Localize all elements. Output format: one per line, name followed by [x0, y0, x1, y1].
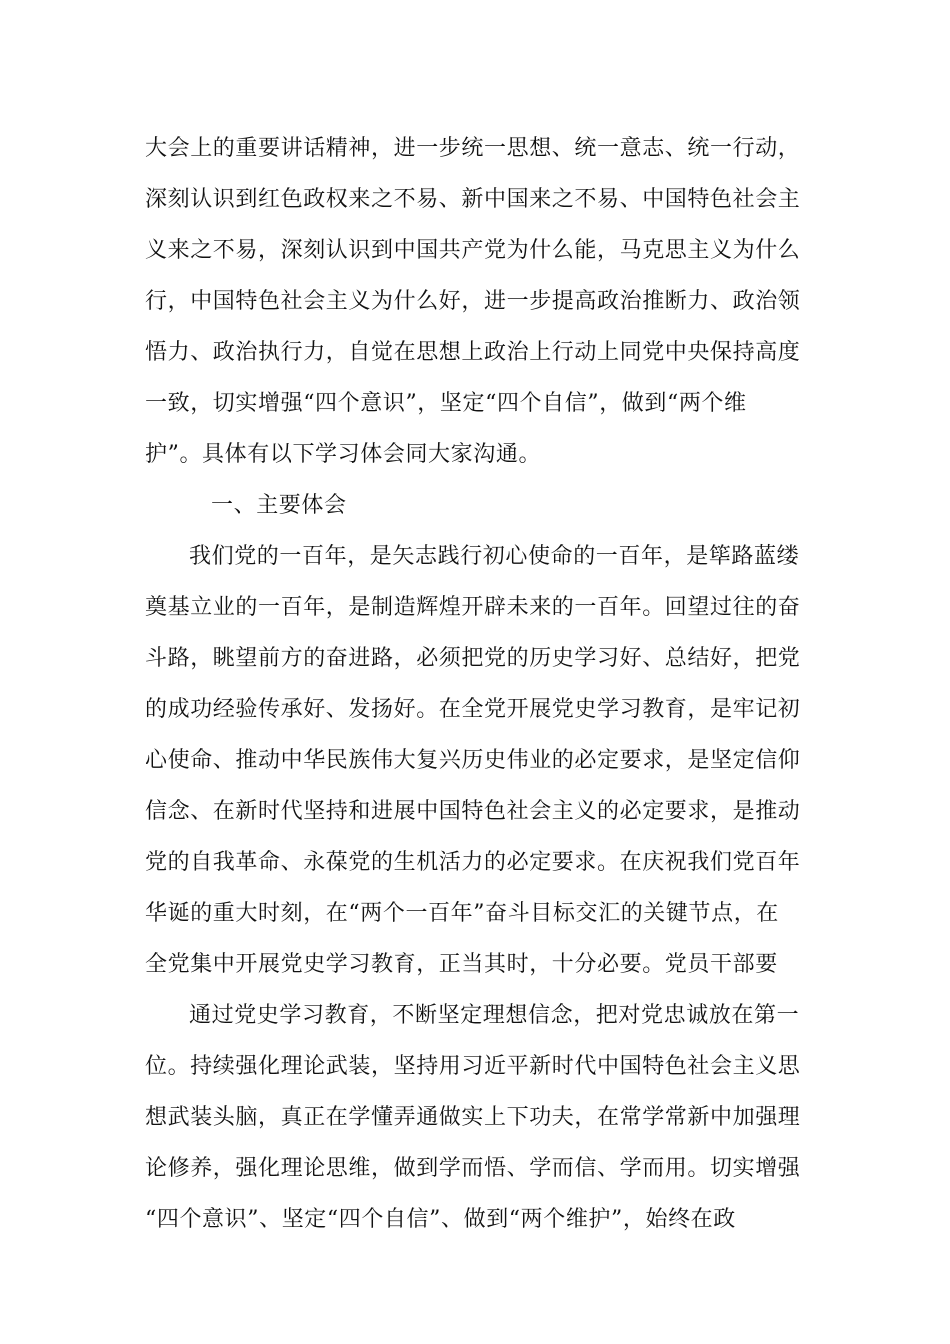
text-line: 论修养，强化理论思维，做到学而悟、学而信、学而用。切实增强 — [145, 1156, 801, 1181]
text-line: 位。持续强化理论武装，坚持用习近平新时代中国特色社会主义思 — [145, 1054, 801, 1079]
text-line: 深刻认识到红色政权来之不易、新中国来之不易、中国特色社会主 — [145, 187, 801, 212]
paragraph-2 — [145, 990, 810, 1245]
paragraph-1 — [145, 531, 810, 990]
text-line: 护”。具体有以下学习体会同大家沟通。 — [145, 442, 542, 467]
text-line: 一致，切实增强“四个意识”，坚定“四个自信”，做到“两个维 — [145, 391, 747, 416]
text-line: 行，中国特色社会主义为什么好，进一步提高政治推断力、政治领 — [145, 289, 801, 314]
text-line: 的成功经验传承好、发扬好。在全党开展党史学习教育，是牢记初 — [145, 697, 801, 722]
text-line: 心使命、推动中华民族伟大复兴历史伟业的必定要求，是坚定信仰 — [145, 748, 801, 773]
intro-paragraph — [145, 123, 810, 480]
text-line: 想武装头脑，真正在学懂弄通做实上下功夫，在常学常新中加强理 — [145, 1105, 801, 1130]
text-line: 悟力、政治执行力，自觉在思想上政治上行动上同党中央保持高度 — [145, 340, 801, 365]
text-line: 全党集中开展党史学习教育，正当其时，十分必要。党员干部要 — [145, 952, 778, 977]
text-line: 大会上的重要讲话精神，进一步统一思想、统一意志、统一行动， — [145, 136, 801, 161]
text-line: 义来之不易，深刻认识到中国共产党为什么能，马克思主义为什么 — [145, 238, 801, 263]
text-line: 斗路，眺望前方的奋进路，必须把党的历史学习好、总结好，把党 — [145, 646, 801, 671]
text-line: 党的自我革命、永葆党的生机活力的必定要求。在庆祝我们党百年 — [145, 850, 801, 875]
text-line: 我们党的一百年，是矢志践行初心使命的一百年，是筚路蓝缕 — [189, 544, 800, 569]
text-line: 奠基立业的一百年，是制造辉煌开辟未来的一百年。回望过往的奋 — [145, 595, 801, 620]
document-body — [145, 123, 810, 1245]
text-line: 通过党史学习教育，不断坚定理想信念，把对党忠诚放在第一 — [189, 1003, 800, 1028]
text-line: 华诞的重大时刻，在“两个一百年”奋斗目标交汇的关键节点，在 — [145, 901, 779, 926]
text-line: “四个意识”、坚定“四个自信”、做到“两个维护”，始终在政 — [145, 1207, 736, 1232]
section-heading: 一、主要体会 — [211, 493, 347, 518]
text-line: 信念、在新时代坚持和进展中国特色社会主义的必定要求，是推动 — [145, 799, 801, 824]
